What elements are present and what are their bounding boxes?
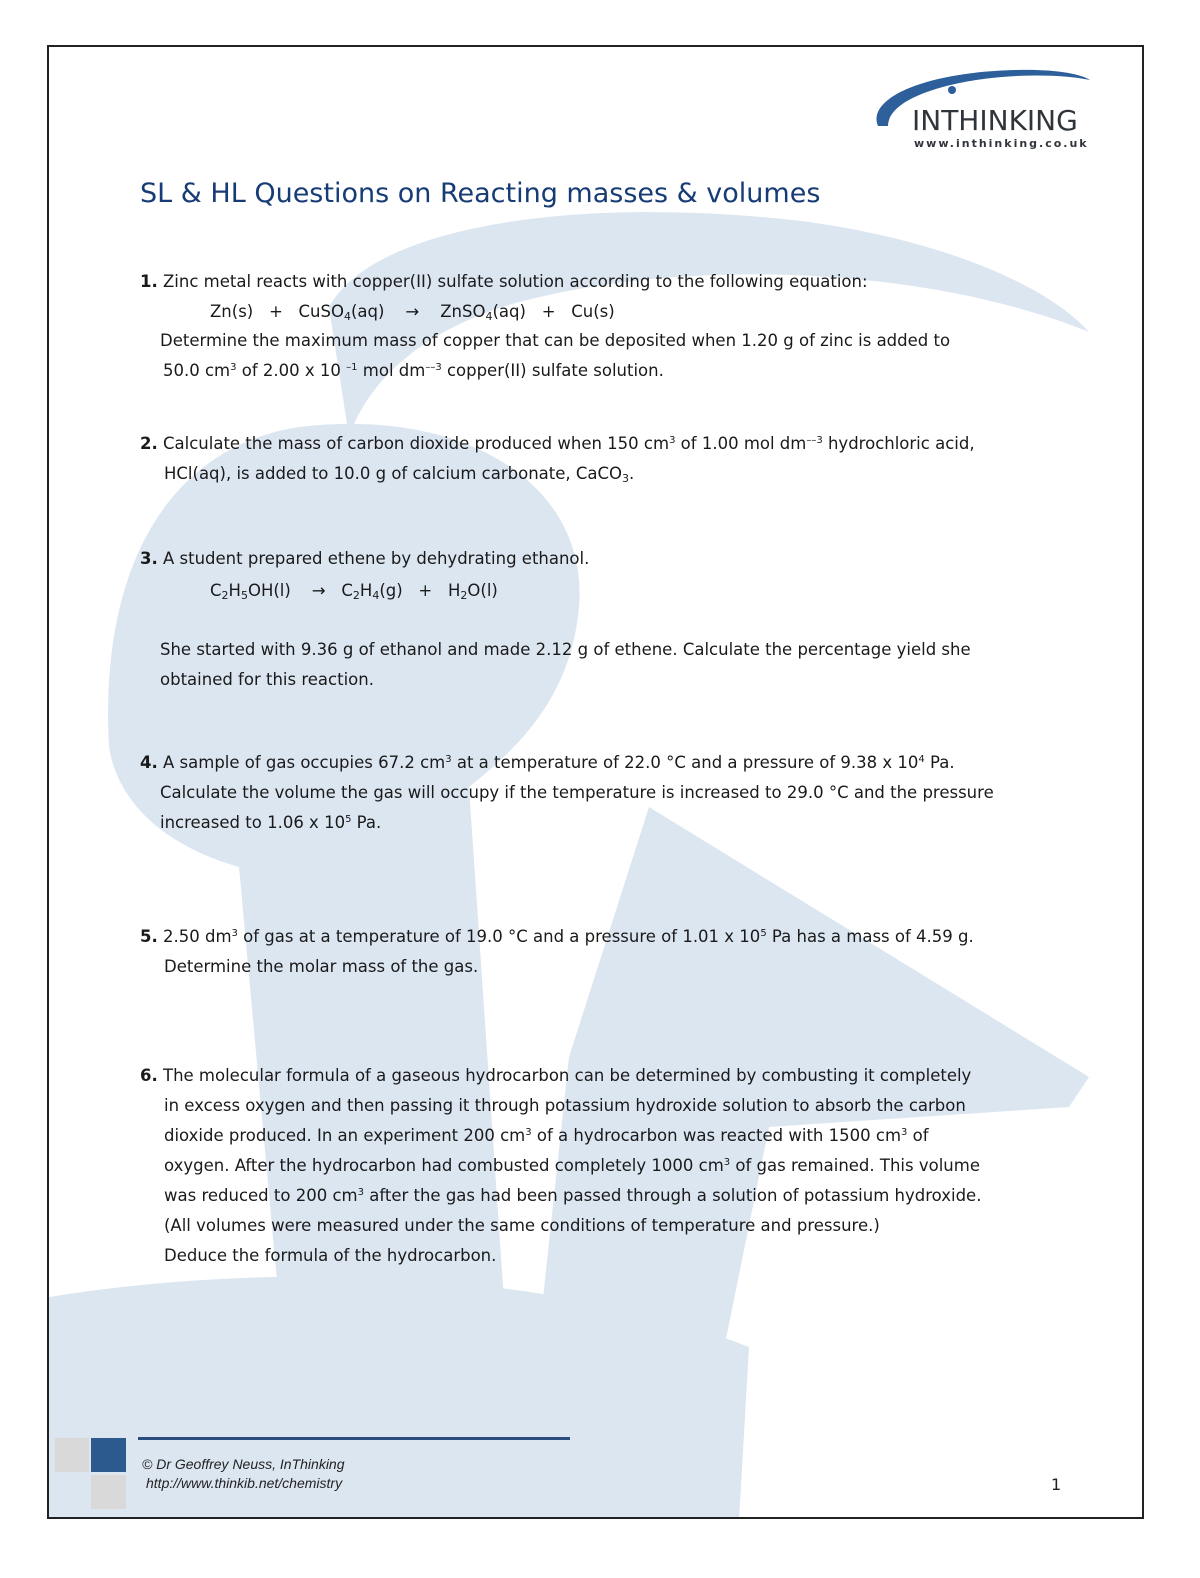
page-number: 1 xyxy=(1051,1475,1062,1494)
question-1 xyxy=(140,267,868,297)
question-5: 5. 2.50 $dm^3$ of gas at a temperature of 19.0 °C and a pressure of 1.01 x $10^5$ Pa has a mass of 4.59 g. Determine the molar mass of the gas. xyxy=(140,927,974,976)
footer-square-blue xyxy=(91,1438,126,1472)
question-number: 5. xyxy=(140,927,158,946)
question-number: 1. xyxy=(140,272,158,291)
question-number: 6. xyxy=(140,1066,158,1085)
question-2: 2. Calculate the mass of carbon dioxide produced when 150 $cm^3$ of 1.00 mol $dm^{--3}$ hydrochloric acid, HCl(aq), is added to 10.0 g of calcium carbonate, CaCO$_3$. xyxy=(140,434,975,485)
footer-square-grey-2 xyxy=(91,1475,126,1509)
footer-rule xyxy=(138,1437,570,1440)
footer-square-grey-1 xyxy=(55,1438,89,1472)
question-number: 4. xyxy=(140,753,158,772)
footer-copyright: © Dr Geoffrey Neuss, InThinking xyxy=(142,1456,345,1472)
question-text: Zinc metal reacts with copper(II) sulfate solution according to the following equation: xyxy=(163,272,868,291)
question-4: 4. A sample of gas occupies 67.2 $cm^3$ at a temperature of 22.0 °C and a pressure of 9.38 x $10^4$ Pa. Calculate the volume the gas will occupy if the temperature is increased to 29.0 °C and the pressure increased to 1.06 x $10^5$ Pa. xyxy=(140,753,994,832)
watermark-top-arc xyxy=(329,212,1089,437)
question-1-body: Determine the maximum mass of copper that can be deposited when 1.20 g of zinc is added to 50.0 $cm^3$ of 2.00 x 10 $^{-1}$ mol $dm^{--3}$ copper(II) sulfate solution. xyxy=(160,331,951,380)
question-number: 2. xyxy=(140,434,158,453)
question-3: 3. A student prepared ethene by dehydrating ethanol. xyxy=(140,549,590,568)
equation-1: Zn(s) + CuSO$_4$(aq) → ZnSO$_4$(aq) + Cu(s) xyxy=(210,302,615,323)
equation-3: $C_2H_5OH(l)$ → $C_2H_4(g) + H_2O(l)$ xyxy=(210,581,498,602)
question-3-body: She started with 9.36 g of ethanol and made 2.12 g of ethene. Calculate the percentage yield she obtained for this reaction. xyxy=(160,640,971,689)
footer-link[interactable]: http://www.thinkib.net/chemistry xyxy=(146,1475,343,1491)
question-6: 6. The molecular formula of a gaseous hydrocarbon can be determined by combusting it completely in excess oxygen and then passing it through potassium hydroxide solution to absorb the carbon dioxide produced. In an experiment 200 $cm^3$ of a hydrocarbon was reacted with 1500 $cm^3$ of oxygen. After the hydrocarbon had combusted completely 1000 $cm^3$ of gas remained. This volume was reduced to 200 $cm^3$ after the gas had been passed through a solution of potassium hydroxide. (All volumes were measured under the same conditions of temperature and pressure.) Deduce the formula of the hydrocarbon. xyxy=(140,1066,982,1265)
logo-url: www.inthinking.co.uk xyxy=(914,137,1089,150)
page-title: SL & HL Questions on Reacting masses & volumes xyxy=(140,178,821,209)
logo-text: INTHINKING xyxy=(912,104,1078,137)
question-number: 3. xyxy=(140,549,158,568)
